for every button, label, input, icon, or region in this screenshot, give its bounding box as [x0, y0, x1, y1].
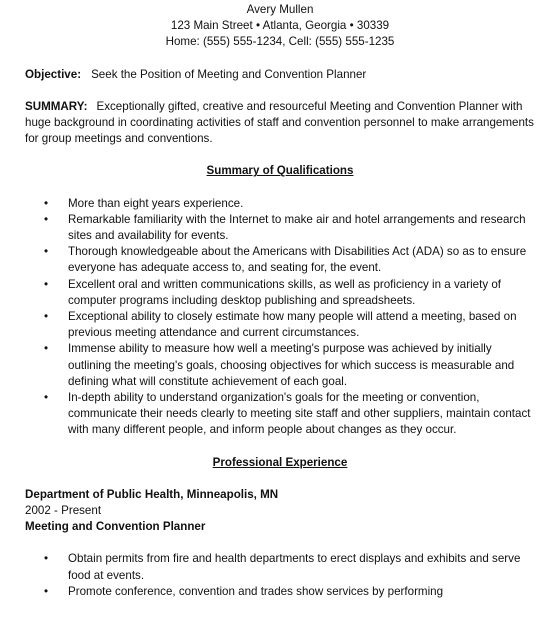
- bullet-icon: •: [44, 245, 49, 259]
- candidate-phones: Home: (555) 555-1234, Cell: (555) 555-1235: [165, 35, 395, 49]
- bullet-icon: •: [44, 342, 49, 356]
- summary-label: SUMMARY:: [25, 99, 88, 113]
- qualifications-title: Summary of Qualifications: [206, 164, 354, 178]
- objective-section: [25, 67, 535, 83]
- bullet-icon: •: [44, 584, 49, 598]
- candidate-name: Avery Mullen: [246, 3, 314, 16]
- summary-text: Exceptionally gifted, creative and resourceful Meeting and Convention Planner with huge background in coordinating activities of staff and convention personnel to make arrangements for group meetings and conventions.: [25, 99, 534, 146]
- list-item: • Excellent oral and written communications skills, as well as proficiency in a variety of computer programs including desktop publishing and spreadsheets.: [44, 277, 502, 307]
- list-item: • Obtain permits from fire and health departments to erect displays and exhibits and serve food at events.: [44, 552, 521, 582]
- experience-title: Professional Experience: [212, 455, 348, 469]
- job-role: Meeting and Convention Planner: [25, 520, 206, 534]
- contact-header: [25, 0, 535, 51]
- candidate-address: 123 Main Street • Atlanta, Georgia • 30339: [170, 19, 390, 33]
- employer: Department of Public Health, Minneapolis, MN: [25, 487, 279, 501]
- bullet-icon: •: [44, 212, 49, 226]
- summary-section: [25, 99, 535, 148]
- objective-text: Seek the Position of Meeting and Convention Planner: [91, 67, 367, 81]
- list-item: • Exceptional ability to closely estimate how many people will attend a meeting, based on previous meeting attendance and current circumstances.: [44, 310, 517, 340]
- qualifications-list: [25, 196, 535, 439]
- list-item: • Thorough knowledgeable about the Americans with Disabilities Act (ADA) so as to ensure everyone has adequate access to, and seating for, the event.: [44, 245, 527, 275]
- bullet-icon: •: [44, 552, 49, 566]
- experience-list: [25, 551, 535, 600]
- bullet-icon: •: [44, 277, 49, 291]
- bullet-icon: •: [44, 310, 49, 324]
- objective-label: Objective:: [25, 67, 82, 81]
- employment-dates: 2002 - Present: [25, 504, 102, 518]
- list-item: • Remarkable familiarity with the Internet to make air and hotel arrangements and research sites and availability for events.: [44, 212, 526, 243]
- list-item: • More than eight years experience.: [25, 196, 535, 212]
- list-item: • Promote conference, convention and trades show services by performing: [25, 584, 535, 600]
- list-item: • Immense ability to measure how well a meeting's purpose was achieved by initially outlining the meeting's goals, choosing objectives for which success is measurable and defining what will constitute achievement of each goal.: [44, 342, 515, 388]
- list-item: • In-depth ability to understand organization's goals for the meeting or convention, communicate their needs clearly to meeting site staff and other suppliers, maintain contact with many different people, and inform people about changes as they occur.: [44, 391, 531, 437]
- bullet-icon: •: [44, 196, 49, 210]
- bullet-icon: •: [44, 391, 49, 405]
